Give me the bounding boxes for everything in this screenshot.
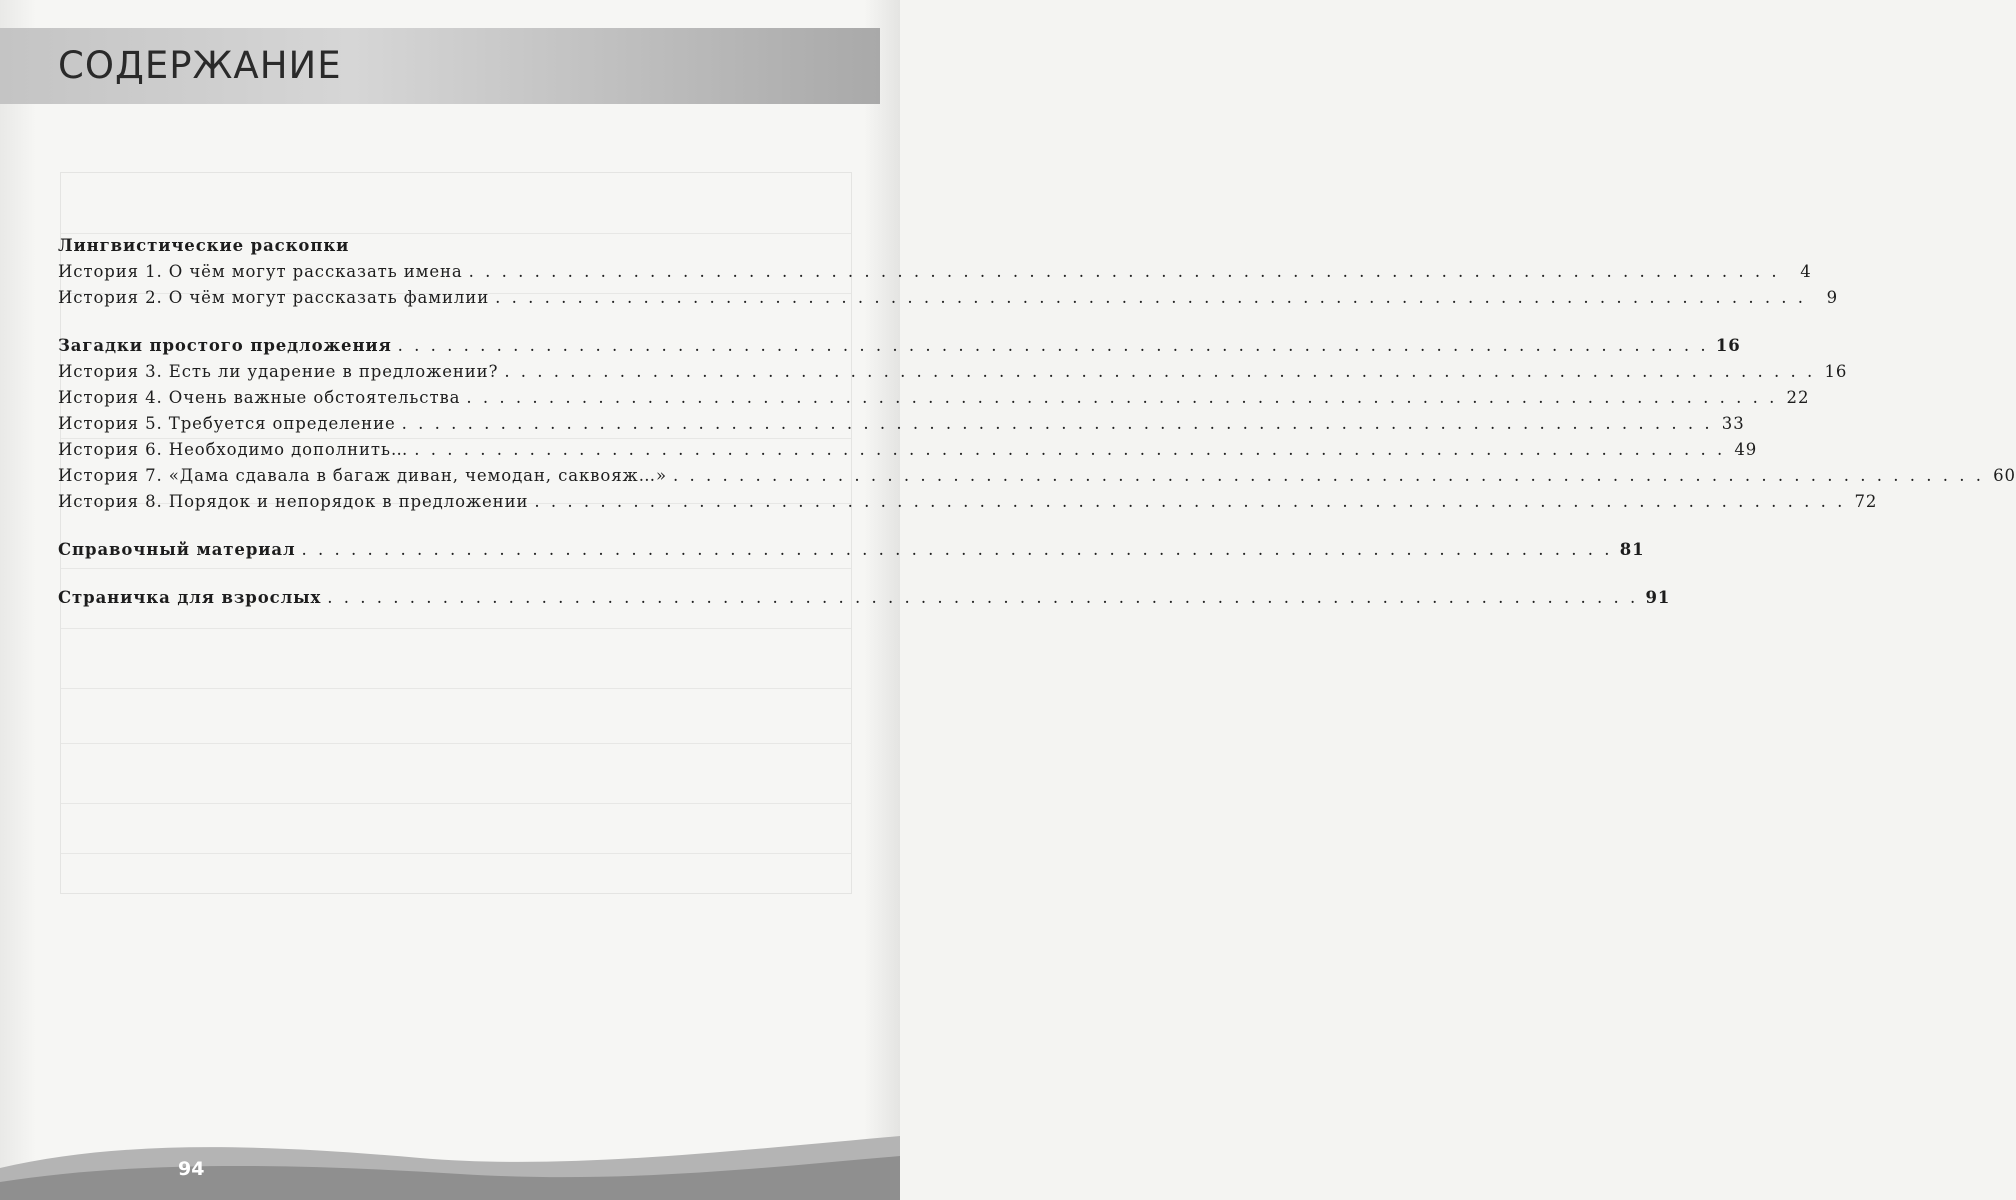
toc-section-entry [58, 585, 1671, 611]
page-title: СОДЕРЖАНИЕ [58, 44, 342, 87]
toc-page-number: 4 [1800, 262, 1812, 281]
toc-item-entry [58, 359, 1848, 385]
toc-entry-title: Справочный материал [58, 540, 296, 559]
toc-page-number: 49 [1734, 440, 1758, 459]
toc-item-entry [58, 437, 1758, 463]
toc-page-number: 81 [1619, 540, 1645, 559]
toc-section-entry [58, 233, 850, 259]
toc-entry-title: История 1. О чём могут рассказать имена [58, 262, 463, 281]
toc-item-entry [58, 285, 1839, 311]
toc-page-number: 60 [1993, 466, 2016, 485]
toc-section-entry [58, 333, 1741, 359]
toc-entry-title: История 4. Очень важные обстоятельства [58, 388, 461, 407]
toc-item-entry [58, 411, 1745, 437]
toc-leader-dots: . . . . . . . . . . . . . . . . . . . . . . . . . . . . . . . . . . . . . . . . . . . . . . . . . . . . . . . . . . . . . . . . . . . . . . . . . . . . . . . . [534, 492, 1846, 511]
toc-entry-title: История 2. О чём могут рассказать фамилии [58, 288, 490, 307]
toc-page-number: 16 [1824, 362, 1848, 381]
toc-page-number: 33 [1721, 414, 1745, 433]
toc-leader-dots: . . . . . . . . . . . . . . . . . . . . . . . . . . . . . . . . . . . . . . . . . . . . . . . . . . . . . . . . . . . . . . . . . . . . . . . . . . . . . . . . [468, 262, 1780, 281]
toc-entry-title: Лингвистические раскопки [58, 236, 350, 255]
toc-leader-dots: . . . . . . . . . . . . . . . . . . . . . . . . . . . . . . . . . . . . . . . . . . . . . . . . . . . . . . . . . . . . . . . . . . . . . . . . . . . . . . . . [301, 540, 1613, 559]
toc-leader-dots: . . . . . . . . . . . . . . . . . . . . . . . . . . . . . . . . . . . . . . . . . . . . . . . . . . . . . . . . . . . . . . . . . . . . . . . . . . . . . . . . [495, 288, 1807, 307]
toc-leader-dots: . . . . . . . . . . . . . . . . . . . . . . . . . . . . . . . . . . . . . . . . . . . . . . . . . . . . . . . . . . . . . . . . . . . . . . . . . . . . . . . . [414, 440, 1726, 459]
toc-entry-title: История 5. Требуется определение [58, 414, 396, 433]
toc-item-entry [58, 463, 2016, 489]
toc-page-number: 91 [1645, 588, 1671, 607]
toc-entry-title: Загадки простого предложения [58, 336, 392, 355]
toc-page-number: 16 [1715, 336, 1741, 355]
toc-leader-dots: . . . . . . . . . . . . . . . . . . . . . . . . . . . . . . . . . . . . . . . . . . . . . . . . . . . . . . . . . . . . . . . . . . . . . . . . . . . . . . . . [504, 362, 1816, 381]
toc-entry-title: История 7. «Дама сдавала в багаж диван, чемодан, саквояж…» [58, 466, 667, 485]
toc-entry-title: Страничка для взрослых [58, 588, 322, 607]
toc-section-entry [58, 537, 1645, 563]
toc-item-entry [58, 385, 1810, 411]
toc-page-number: 22 [1786, 388, 1810, 407]
toc-entry-title: История 3. Есть ли ударение в предложении? [58, 362, 499, 381]
toc-entry-title: История 6. Необходимо дополнить… [58, 440, 409, 459]
toc-page-number: 72 [1854, 492, 1878, 511]
toc-leader-dots: . . . . . . . . . . . . . . . . . . . . . . . . . . . . . . . . . . . . . . . . . . . . . . . . . . . . . . . . . . . . . . . . . . . . . . . . . . . . . . . . [397, 336, 1709, 355]
footer-wave [0, 1130, 900, 1200]
toc-item-entry [58, 259, 1812, 285]
table-of-contents [58, 233, 2016, 611]
toc-entry-title: История 8. Порядок и непорядок в предложении [58, 492, 529, 511]
toc-item-entry [58, 489, 1878, 515]
toc-leader-dots: . . . . . . . . . . . . . . . . . . . . . . . . . . . . . . . . . . . . . . . . . . . . . . . . . . . . . . . . . . . . . . . . . . . . . . . . . . . . . . . . [401, 414, 1713, 433]
toc-page-number: 9 [1826, 288, 1839, 307]
toc-leader-dots: . . . . . . . . . . . . . . . . . . . . . . . . . . . . . . . . . . . . . . . . . . . . . . . . . . . . . . . . . . . . . . . . . . . . . . . . . . . . . . . . [327, 588, 1639, 607]
toc-leader-dots: . . . . . . . . . . . . . . . . . . . . . . . . . . . . . . . . . . . . . . . . . . . . . . . . . . . . . . . . . . . . . . . . . . . . . . . . . . . . . . . . [673, 466, 1984, 485]
toc-leader-dots: . . . . . . . . . . . . . . . . . . . . . . . . . . . . . . . . . . . . . . . . . . . . . . . . . . . . . . . . . . . . . . . . . . . . . . . . . . . . . . . . [466, 388, 1778, 407]
page-number: 94 [178, 1158, 205, 1180]
